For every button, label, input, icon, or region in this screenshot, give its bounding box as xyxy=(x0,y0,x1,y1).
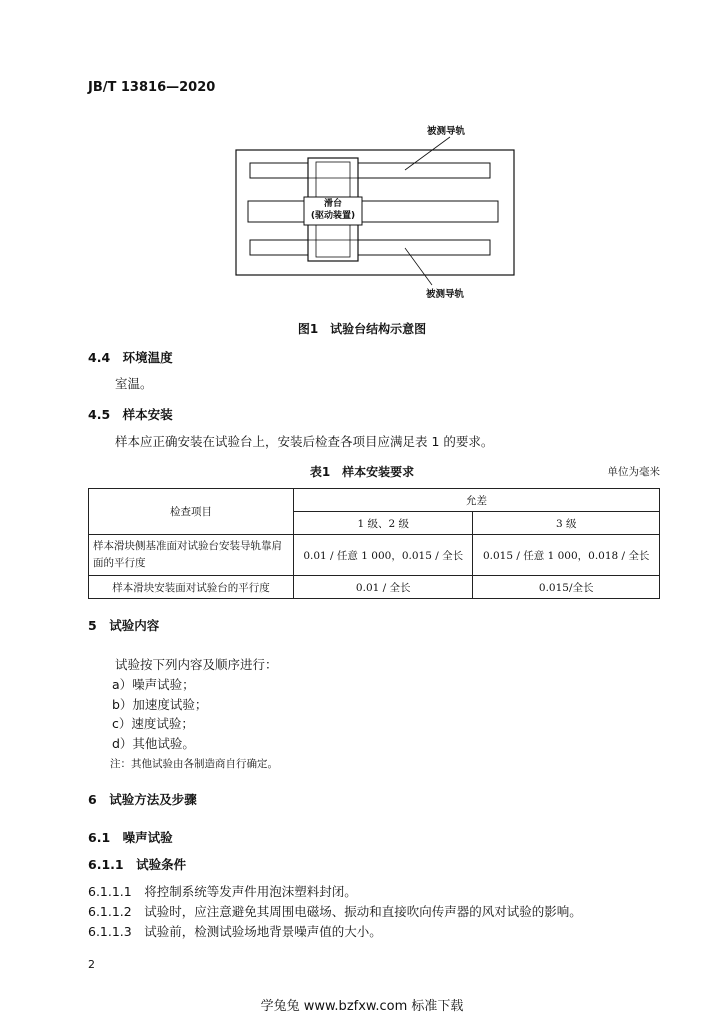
list-item: a）噪声试验； xyxy=(112,677,195,692)
section-4-5-title: 4.5 样本安装 xyxy=(88,407,173,422)
row-item: 样本滑块侧基准面对试验台安装导轨靠肩面的平行度 xyxy=(89,535,294,576)
figure-caption: 图1 试验台结构示意图 xyxy=(297,322,427,336)
section-5-note: 注：其他试验由各制造商自行确定。 xyxy=(110,758,278,770)
rail-label-bottom: 被测导轨 xyxy=(426,289,465,300)
leader-line-top xyxy=(405,137,450,170)
rail-bottom xyxy=(250,240,490,255)
rail-top xyxy=(250,163,490,178)
rail-label-top: 被测导轨 xyxy=(427,126,466,137)
clause-6-1-1-2: 6.1.1.2 试验时，应注意避免其周围电磁场、振动和直接吹向传声器的风对试验的影响。 xyxy=(88,904,582,919)
section-4-4-title: 4.4 环境温度 xyxy=(88,350,173,365)
section-4-5-text: 样本应正确安装在试验台上，安装后检查各项目应满足表 1 的要求。 xyxy=(115,434,494,449)
section-6-1-1-title: 6.1.1 试验条件 xyxy=(88,857,187,872)
table-unit: 单位为毫米 xyxy=(607,466,660,478)
bench-frame xyxy=(236,150,514,275)
list-item: c）速度试验； xyxy=(112,716,194,731)
header-grade-3: 3 级 xyxy=(473,512,660,535)
header-tolerance: 允差 xyxy=(294,489,660,512)
header-grade-1-2: 1 级、2 级 xyxy=(294,512,473,535)
standard-number: JB/T 13816—2020 xyxy=(88,80,216,95)
rail-middle xyxy=(248,201,498,222)
section-6-title: 6 试验方法及步骤 xyxy=(88,792,197,807)
row-grade-3: 0.015 / 任意 1 000，0.018 / 全长 xyxy=(473,535,660,576)
clause-6-1-1-1: 6.1.1.1 将控制系统等发声件用泡沫塑料封闭。 xyxy=(88,884,357,899)
page-number: 2 xyxy=(88,958,95,971)
watermark-text: 学兔兔 www.bzfxw.com 标准下载 xyxy=(260,999,464,1014)
list-item: d）其他试验。 xyxy=(112,736,195,751)
carriage-label-line2: (驱动装置) xyxy=(310,211,356,221)
row-grade-3: 0.015/全长 xyxy=(473,576,660,599)
row-grade-1-2: 0.01 / 任意 1 000，0.015 / 全长 xyxy=(294,535,473,576)
test-bench-figure xyxy=(200,120,560,305)
section-6-1-title: 6.1 噪声试验 xyxy=(88,830,173,845)
carriage-label xyxy=(304,198,362,222)
row-item: 样本滑块安装面对试验台的平行度 xyxy=(89,576,294,599)
sample-installation-table xyxy=(88,488,660,599)
carriage-label-line1: 滑台 xyxy=(323,199,342,209)
section-5-intro: 试验按下列内容及顺序进行： xyxy=(115,657,278,672)
section-5-title: 5 试验内容 xyxy=(88,618,160,633)
clause-6-1-1-3: 6.1.1.3 试验前，检测试验场地背景噪声值的大小。 xyxy=(88,924,382,939)
test-bench-diagram xyxy=(200,120,560,305)
table-row xyxy=(89,535,660,576)
row-grade-1-2: 0.01 / 全长 xyxy=(294,576,473,599)
table-row xyxy=(89,576,660,599)
table-title: 表1 样本安装要求 xyxy=(309,465,415,479)
leader-line-bottom xyxy=(405,248,432,285)
header-check-item: 检查项目 xyxy=(89,489,294,535)
list-item: b）加速度试验； xyxy=(112,697,208,712)
section-4-4-text: 室温。 xyxy=(115,376,153,391)
